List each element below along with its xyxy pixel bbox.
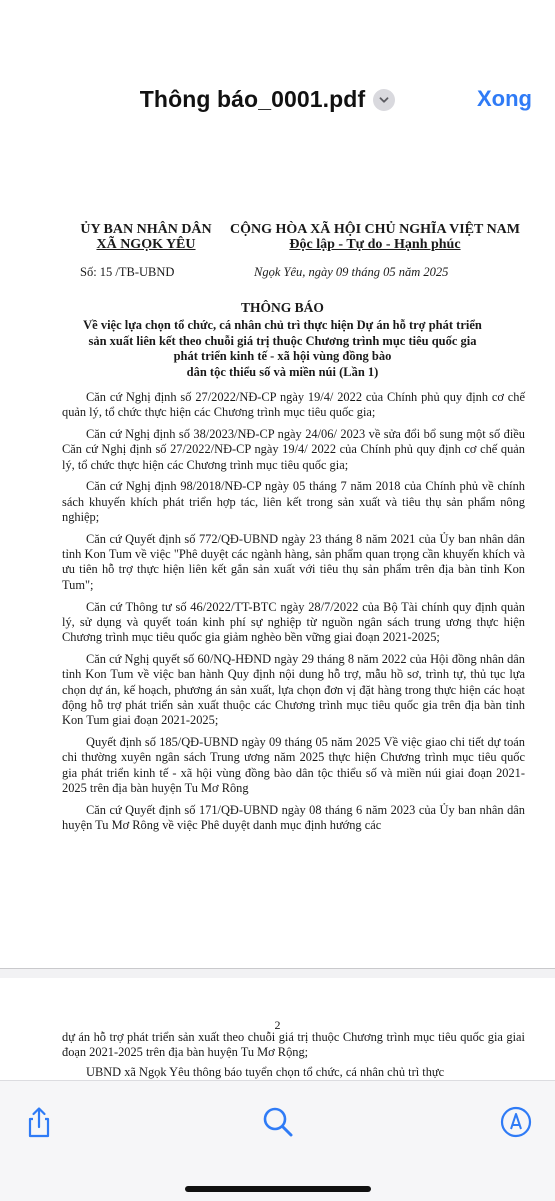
page-number: 2 — [274, 1018, 281, 1032]
title-bar[interactable] — [0, 84, 555, 114]
share-icon[interactable] — [22, 1105, 56, 1139]
body-paragraph: Căn cứ Quyết định số 772/QĐ-UBND ngày 23 tháng 8 năm 2021 của Ủy ban nhân dân tỉnh Kon Tum về việc "Phê duyệt các ngành hàng, sản phẩm quan trọng cần khuyến khích và ưu tiên hỗ trợ thực hiện liên kết gắn sản xuất với tiêu thụ sản phẩm trên địa bàn tỉnh Kon Tum"; — [62, 531, 525, 592]
notice-subtitle — [60, 318, 505, 380]
search-icon[interactable] — [261, 1105, 295, 1139]
markup-icon[interactable] — [499, 1105, 533, 1139]
subtitle-line: sản xuất liên kết theo chuỗi giá trị thuộc Chương trình mục tiêu quốc gia — [88, 333, 477, 348]
body-paragraph: Căn cứ Nghị quyết số 60/NQ-HĐND ngày 29 tháng 8 năm 2022 của Hội đồng nhân dân tỉnh Kon Tum về việc ban hành Quy định nội dung hỗ trợ, mẫu hồ sơ, trình tự, thủ tục lựa chọn dự án, kế hoạch, phương án sản xuất, lựa chọn đơn vị đặt hàng trong thực hiện các hoạt động hỗ trợ phát triển sản xuất thuộc các Chương trình mục tiêu quốc gia trên địa bàn tỉnh Kon Tum giai đoạn 2021-2025; — [62, 651, 525, 728]
notice-title: THÔNG BÁO — [241, 300, 324, 315]
document-page-2[interactable] — [0, 978, 555, 1080]
nation-line-1: CỘNG HÒA XÃ HỘI CHỦ NGHĨA VIỆT NAM — [229, 222, 520, 237]
body-paragraph: dự án hỗ trợ phát triển sản xuất theo chuỗi giá trị thuộc Chương trình mục tiêu quốc gia giai đoạn 2021-2025 trên địa bàn huyện Tu Mơ Rộng; — [62, 1030, 525, 1060]
chevron-down-icon[interactable] — [373, 89, 395, 111]
done-button[interactable]: Xong — [477, 86, 532, 111]
home-indicator[interactable] — [185, 1186, 371, 1192]
body-paragraph: Căn cứ Nghị định số 27/2022/NĐ-CP ngày 19/4/ 2022 của Chính phủ quy định cơ chế quản lý, tổ chức thực hiện các Chương trình mục tiêu quốc gia; — [62, 390, 525, 420]
body-paragraph: Quyết định số 185/QĐ-UBND ngày 09 tháng 05 năm 2025 Về việc giao chi tiết dự toán chi thường xuyên ngân sách Trung ương năm 2025 thực hiện Chương trình mục tiêu quốc gia phát triển kinh tế - xã hội vùng đồng bào dân tộc thiểu số và miền núi giai đoạn 2021-2025 trên địa bàn huyện Tu Mơ Rông — [62, 734, 525, 795]
viewer-header — [0, 0, 555, 130]
nation-header — [222, 222, 528, 252]
agency-line-1: ỦY BAN NHÂN DÂN — [80, 222, 212, 237]
subtitle-line: Về việc lựa chọn tổ chức, cá nhân chủ trì thực hiện Dự án hỗ trợ phát triển — [83, 318, 482, 332]
subtitle-line: phát triển kinh tế - xã hội vùng đồng bào — [173, 349, 392, 364]
document-date: Ngọk Yêu, ngày 09 tháng 05 năm 2025 — [254, 265, 449, 279]
nation-motto: Độc lập - Tự do - Hạnh phúc — [289, 237, 461, 252]
document-body-page-2 — [62, 1030, 525, 1080]
body-paragraph: Căn cứ Thông tư số 46/2022/TT-BTC ngày 28/7/2022 của Bộ Tài chính quy định quản lý, sử dụng và quyết toán kinh phí sự nghiệp từ nguồn ngân sách trung ương thực hiện Chương trình mục tiêu quốc gia giảm nghèo bền vững giai đoạn 2021-2025; — [62, 599, 525, 645]
bottom-toolbar — [0, 1080, 555, 1201]
agency-line-2: XÃ NGỌK YÊU — [96, 237, 196, 252]
body-paragraph: Căn cứ Quyết định số 171/QĐ-UBND ngày 08 tháng 6 năm 2023 của Ủy ban nhân dân huyện Tu Mơ Rông về việc Phê duyệt danh mục định hướng các — [62, 802, 525, 832]
document-body — [62, 390, 525, 840]
agency-header — [62, 222, 230, 252]
document-page-1[interactable] — [0, 130, 555, 969]
body-paragraph: UBND xã Ngọk Yêu thông báo tuyển chọn tổ chức, cá nhân chủ trì thực — [86, 1064, 445, 1079]
body-paragraph: Căn cứ Nghị định 98/2018/NĐ-CP ngày 05 tháng 7 năm 2018 của Chính phủ về chính sách khuyến khích phát triển hợp tác, liên kết trong sản xuất và tiêu thụ sản phẩm nông nghiệp; — [62, 479, 525, 525]
body-paragraph: Căn cứ Nghị định số 38/2023/NĐ-CP ngày 24/06/ 2023 về sửa đổi bổ sung một số điều Căn cứ Nghị định số 27/2022/NĐ-CP ngày 19/4/ 2022 của Chính phủ quy định cơ chế quản lý, tổ chức thực hiện các Chương trình mục tiêu quốc gia; — [62, 427, 525, 472]
file-title[interactable]: Thông báo_0001.pdf — [139, 85, 366, 112]
document-number: Số: 15 /TB-UBND — [80, 265, 175, 279]
subtitle-line: dân tộc thiểu số và miền núi (Lần 1) — [186, 364, 379, 379]
